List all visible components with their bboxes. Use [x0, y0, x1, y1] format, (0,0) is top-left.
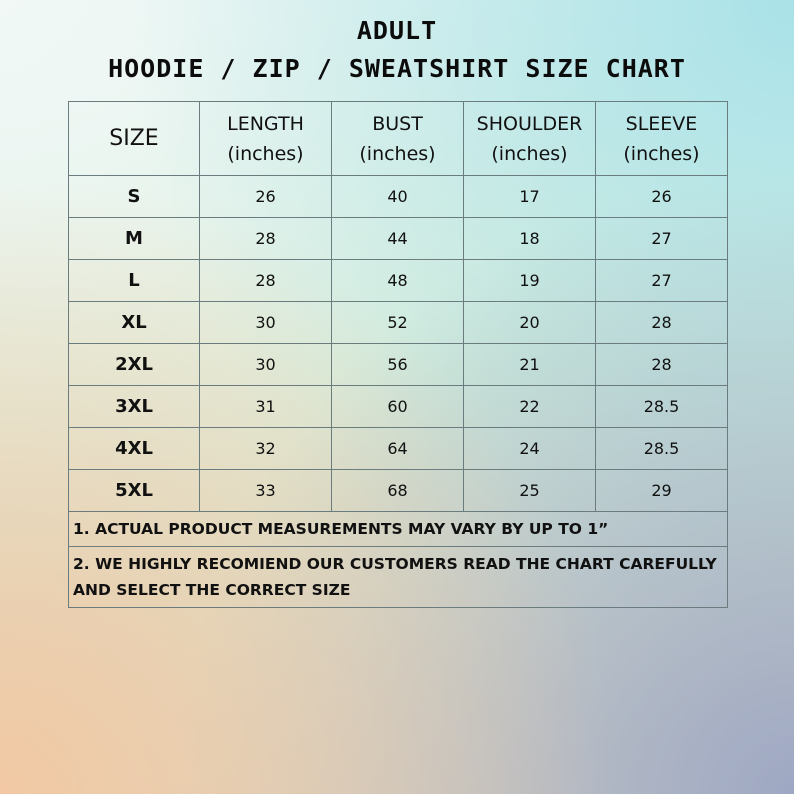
table-row: [69, 260, 728, 302]
cell-size: L: [69, 260, 200, 302]
note-2: 2. WE HIGHLY RECOMIEND OUR CUSTOMERS READ THE CHART CAREFULLY AND SELECT THE CORRECT SIZE: [69, 547, 728, 608]
cell-sleeve: 29: [596, 470, 728, 512]
cell-length: 31: [200, 386, 332, 428]
cell-bust: 52: [332, 302, 464, 344]
cell-shoulder: 20: [464, 302, 596, 344]
header-unit: (inches): [359, 142, 436, 165]
title-line-1: ADULT: [356, 16, 438, 45]
header-row: [69, 102, 728, 176]
cell-bust: 68: [332, 470, 464, 512]
table-row: [69, 218, 728, 260]
header-label: SLEEVE: [625, 112, 698, 135]
cell-length: 28: [200, 260, 332, 302]
header-label: BUST: [372, 112, 423, 135]
cell-bust: 40: [332, 176, 464, 218]
cell-length: 32: [200, 428, 332, 470]
note-row: [69, 512, 728, 547]
header-size: [69, 102, 200, 176]
header-unit: (inches): [491, 142, 568, 165]
table-row: [69, 176, 728, 218]
cell-length: 33: [200, 470, 332, 512]
cell-length: 30: [200, 344, 332, 386]
table-row: [69, 470, 728, 512]
header-label: SIZE: [109, 125, 159, 151]
cell-bust: 60: [332, 386, 464, 428]
cell-size: 4XL: [69, 428, 200, 470]
cell-length: 30: [200, 302, 332, 344]
cell-shoulder: 24: [464, 428, 596, 470]
cell-size: M: [69, 218, 200, 260]
cell-bust: 56: [332, 344, 464, 386]
cell-shoulder: 19: [464, 260, 596, 302]
size-chart-table: [68, 101, 728, 608]
cell-size: 2XL: [69, 344, 200, 386]
header-sleeve: [596, 102, 728, 176]
header-bust: [332, 102, 464, 176]
cell-shoulder: 25: [464, 470, 596, 512]
cell-sleeve: 28.5: [596, 428, 728, 470]
cell-shoulder: 22: [464, 386, 596, 428]
cell-size: 5XL: [69, 470, 200, 512]
table-row: [69, 344, 728, 386]
note-1: 1. ACTUAL PRODUCT MEASUREMENTS MAY VARY BY UP TO 1”: [69, 512, 728, 547]
cell-length: 26: [200, 176, 332, 218]
table-row: [69, 386, 728, 428]
cell-bust: 48: [332, 260, 464, 302]
cell-size: S: [69, 176, 200, 218]
note-row: [69, 547, 728, 608]
header-label: LENGTH: [227, 112, 304, 135]
header-label: SHOULDER: [476, 112, 583, 135]
header-length: [200, 102, 332, 176]
cell-sleeve: 27: [596, 260, 728, 302]
title-line-2: HOODIE / ZIP / SWEATSHIRT SIZE CHART: [108, 54, 686, 83]
header-unit: (inches): [227, 142, 304, 165]
cell-shoulder: 18: [464, 218, 596, 260]
header-shoulder: [464, 102, 596, 176]
header-unit: (inches): [623, 142, 700, 165]
cell-size: XL: [69, 302, 200, 344]
cell-shoulder: 17: [464, 176, 596, 218]
cell-sleeve: 27: [596, 218, 728, 260]
cell-bust: 64: [332, 428, 464, 470]
cell-length: 28: [200, 218, 332, 260]
table-row: [69, 428, 728, 470]
cell-size: 3XL: [69, 386, 200, 428]
cell-sleeve: 28.5: [596, 386, 728, 428]
cell-sleeve: 26: [596, 176, 728, 218]
table-row: [69, 302, 728, 344]
cell-sleeve: 28: [596, 344, 728, 386]
cell-bust: 44: [332, 218, 464, 260]
cell-sleeve: 28: [596, 302, 728, 344]
cell-shoulder: 21: [464, 344, 596, 386]
